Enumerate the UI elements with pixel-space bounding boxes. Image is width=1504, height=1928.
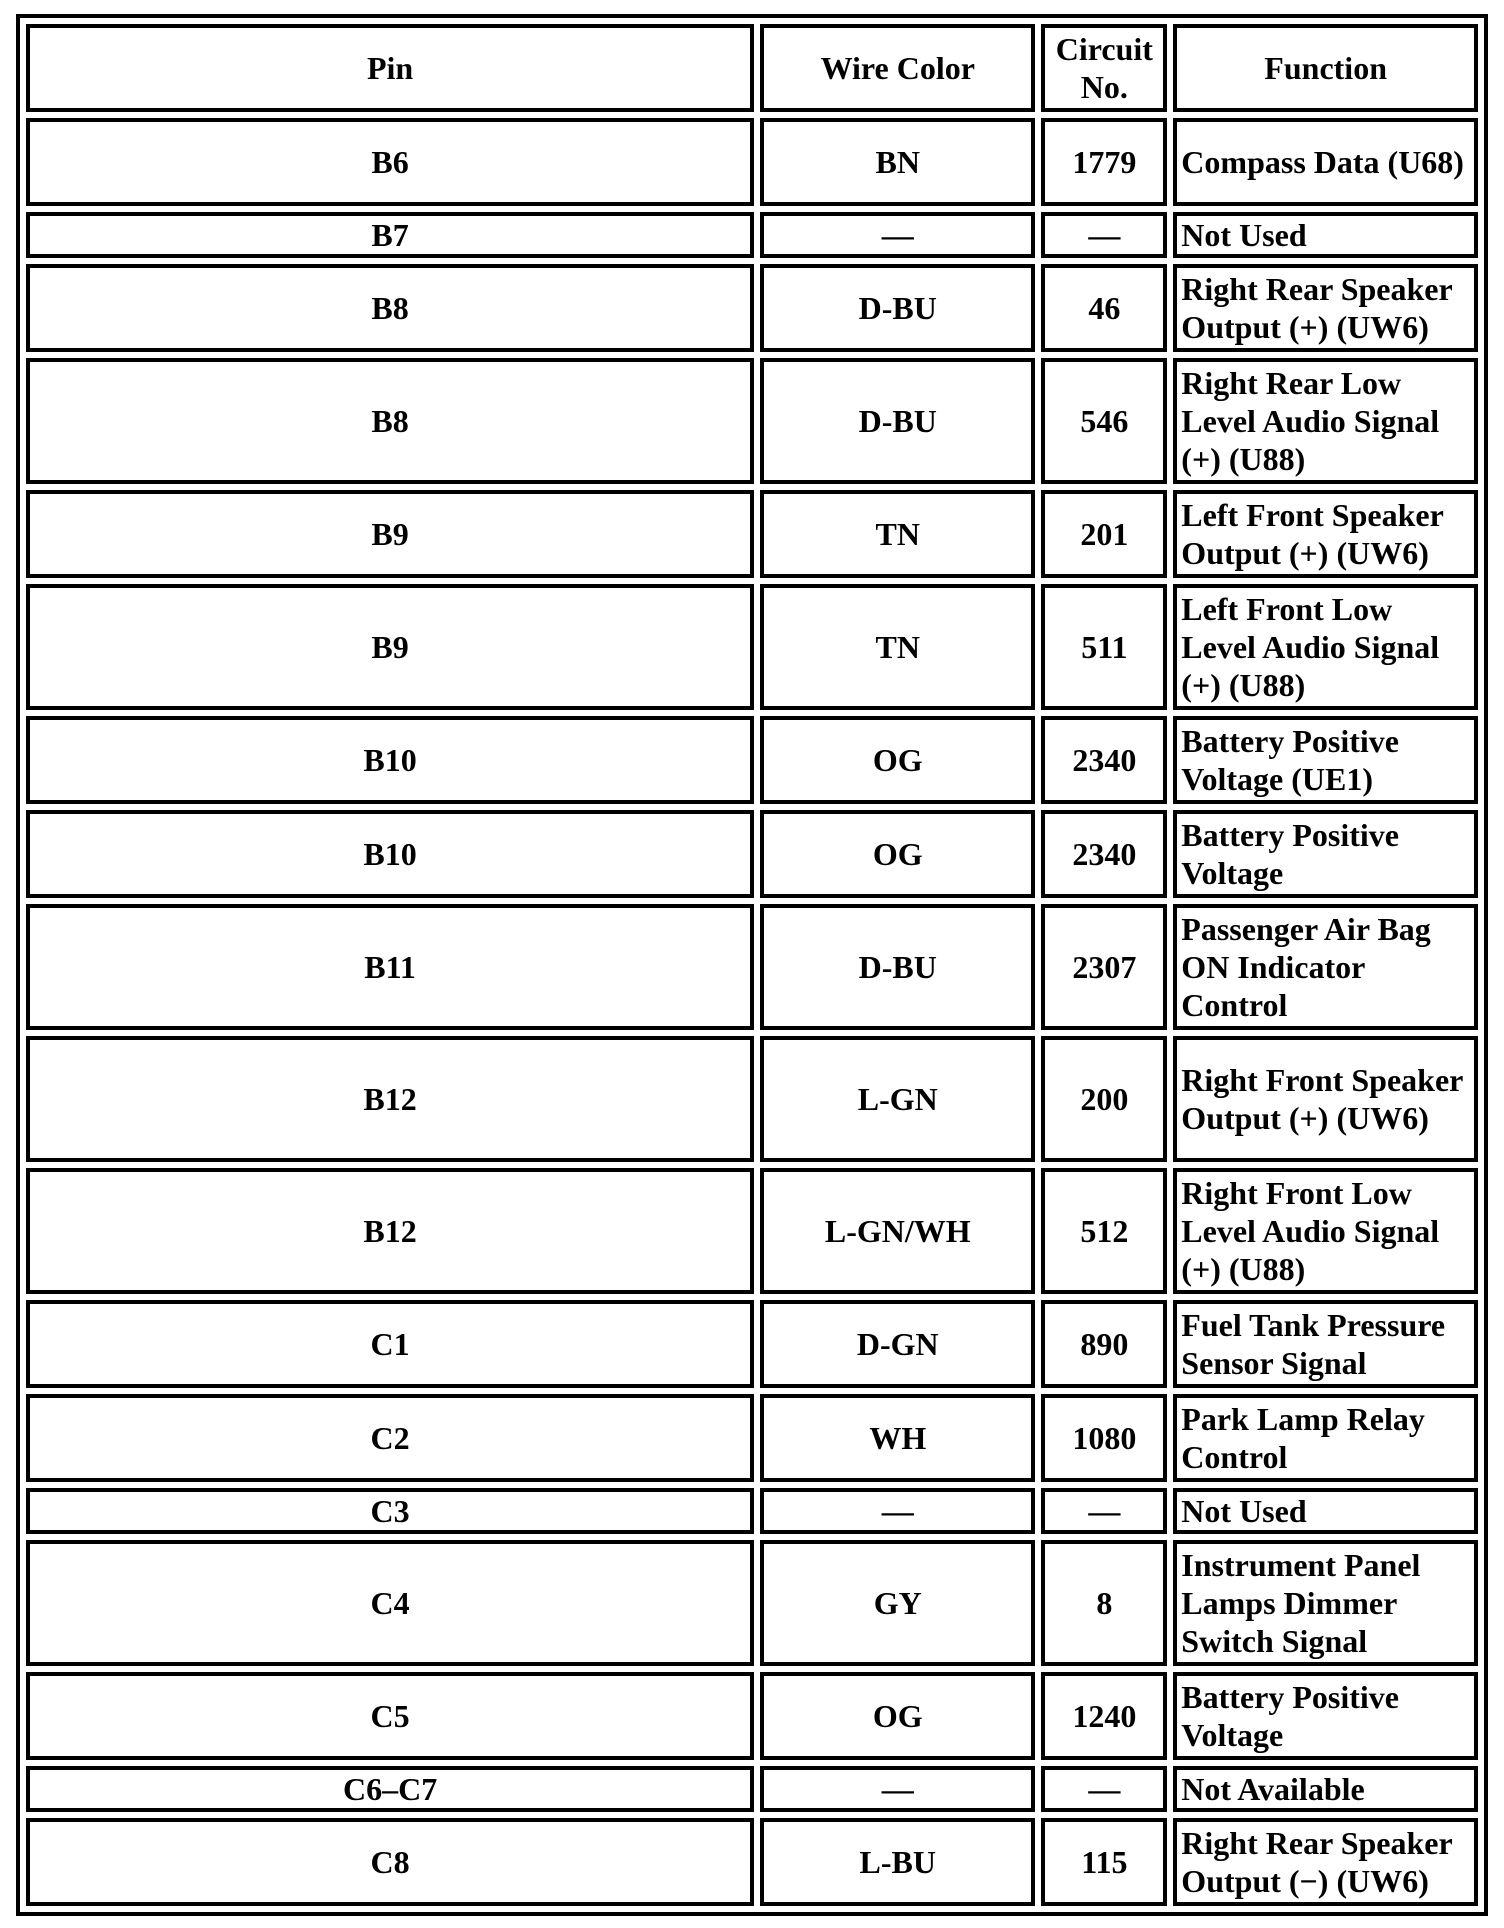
cell-wire-color: D-BU [760, 358, 1035, 484]
cell-pin: B8 [26, 358, 754, 484]
cell-function: Right Rear Low Level Audio Signal (+) (U88) [1173, 358, 1478, 484]
cell-circuit-no: 2340 [1041, 810, 1167, 898]
cell-circuit-no: 2340 [1041, 716, 1167, 804]
table-row [26, 118, 1478, 206]
cell-function: Battery Positive Voltage (UE1) [1173, 716, 1478, 804]
cell-pin: C8 [26, 1818, 754, 1906]
table-row [26, 490, 1478, 578]
cell-function: Park Lamp Relay Control [1173, 1394, 1478, 1482]
cell-pin: B12 [26, 1168, 754, 1294]
cell-circuit-no: 46 [1041, 264, 1167, 352]
cell-wire-color: TN [760, 584, 1035, 710]
cell-function: Not Used [1173, 212, 1478, 258]
table-row [26, 1300, 1478, 1388]
cell-wire-color: — [760, 1488, 1035, 1534]
table-row [26, 904, 1478, 1030]
cell-pin: B10 [26, 716, 754, 804]
connector-pinout-table [16, 14, 1488, 1916]
cell-function: Right Front Speaker Output (+) (UW6) [1173, 1036, 1478, 1162]
table-row [26, 1540, 1478, 1666]
cell-function: Compass Data (U68) [1173, 118, 1478, 206]
cell-function: Passenger Air Bag ON Indicator Control [1173, 904, 1478, 1030]
header-pin: Pin [26, 24, 754, 112]
cell-wire-color: OG [760, 716, 1035, 804]
cell-pin: C1 [26, 1300, 754, 1388]
cell-circuit-no: 1080 [1041, 1394, 1167, 1482]
cell-circuit-no: 201 [1041, 490, 1167, 578]
cell-pin: C3 [26, 1488, 754, 1534]
cell-function: Fuel Tank Pressure Sensor Signal [1173, 1300, 1478, 1388]
header-function: Function [1173, 24, 1478, 112]
cell-wire-color: L-GN/WH [760, 1168, 1035, 1294]
cell-wire-color: — [760, 212, 1035, 258]
cell-function: Battery Positive Voltage [1173, 1672, 1478, 1760]
header-wire-color: Wire Color [760, 24, 1035, 112]
cell-pin: C5 [26, 1672, 754, 1760]
document-page [16, 14, 1488, 1914]
cell-pin: B9 [26, 584, 754, 710]
cell-wire-color: TN [760, 490, 1035, 578]
cell-wire-color: OG [760, 810, 1035, 898]
table-row [26, 810, 1478, 898]
cell-wire-color: WH [760, 1394, 1035, 1482]
cell-circuit-no: — [1041, 212, 1167, 258]
table-header-row [26, 24, 1478, 112]
cell-circuit-no: 1779 [1041, 118, 1167, 206]
table-row [26, 212, 1478, 258]
table-row [26, 358, 1478, 484]
cell-circuit-no: 2307 [1041, 904, 1167, 1030]
cell-function: Right Rear Speaker Output (+) (UW6) [1173, 264, 1478, 352]
cell-wire-color: D-BU [760, 904, 1035, 1030]
cell-circuit-no: 890 [1041, 1300, 1167, 1388]
cell-wire-color: L-BU [760, 1818, 1035, 1906]
table-body [26, 118, 1478, 1906]
cell-wire-color: OG [760, 1672, 1035, 1760]
cell-pin: C6–C7 [26, 1766, 754, 1812]
table-row [26, 1036, 1478, 1162]
cell-wire-color: BN [760, 118, 1035, 206]
cell-wire-color: GY [760, 1540, 1035, 1666]
cell-pin: B11 [26, 904, 754, 1030]
table-row [26, 584, 1478, 710]
cell-wire-color: — [760, 1766, 1035, 1812]
cell-pin: C4 [26, 1540, 754, 1666]
cell-circuit-no: 546 [1041, 358, 1167, 484]
cell-circuit-no: 1240 [1041, 1672, 1167, 1760]
table-row [26, 1168, 1478, 1294]
header-circuit-no: Circuit No. [1041, 24, 1167, 112]
cell-function: Right Rear Speaker Output (−) (UW6) [1173, 1818, 1478, 1906]
cell-pin: C2 [26, 1394, 754, 1482]
cell-circuit-no: 8 [1041, 1540, 1167, 1666]
cell-circuit-no: 200 [1041, 1036, 1167, 1162]
table-row [26, 1766, 1478, 1812]
cell-circuit-no: 511 [1041, 584, 1167, 710]
cell-pin: B12 [26, 1036, 754, 1162]
cell-circuit-no: — [1041, 1766, 1167, 1812]
cell-pin: B6 [26, 118, 754, 206]
cell-function: Not Used [1173, 1488, 1478, 1534]
cell-function: Battery Positive Voltage [1173, 810, 1478, 898]
table-row [26, 1394, 1478, 1482]
cell-pin: B8 [26, 264, 754, 352]
cell-circuit-no: 115 [1041, 1818, 1167, 1906]
cell-wire-color: D-GN [760, 1300, 1035, 1388]
cell-pin: B9 [26, 490, 754, 578]
cell-function: Left Front Speaker Output (+) (UW6) [1173, 490, 1478, 578]
cell-function: Instrument Panel Lamps Dimmer Switch Signal [1173, 1540, 1478, 1666]
table-row [26, 716, 1478, 804]
cell-circuit-no: — [1041, 1488, 1167, 1534]
table-row [26, 1818, 1478, 1906]
table-row [26, 1488, 1478, 1534]
cell-pin: B10 [26, 810, 754, 898]
table-row [26, 1672, 1478, 1760]
cell-function: Left Front Low Level Audio Signal (+) (U88) [1173, 584, 1478, 710]
cell-pin: B7 [26, 212, 754, 258]
table-row [26, 264, 1478, 352]
cell-function: Right Front Low Level Audio Signal (+) (U88) [1173, 1168, 1478, 1294]
cell-function: Not Available [1173, 1766, 1478, 1812]
cell-wire-color: D-BU [760, 264, 1035, 352]
cell-wire-color: L-GN [760, 1036, 1035, 1162]
cell-circuit-no: 512 [1041, 1168, 1167, 1294]
